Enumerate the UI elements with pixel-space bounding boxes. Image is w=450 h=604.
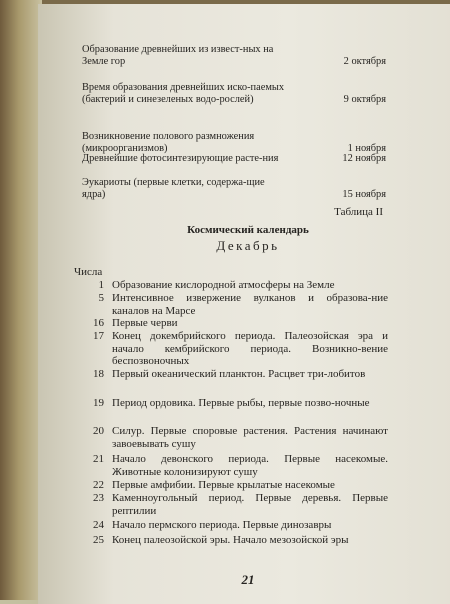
event-text: Первые амфибии. Первые крылатые насекомые — [112, 479, 335, 491]
event-text: Образование кислородной атмосферы на Земле — [112, 279, 335, 291]
event-text: Конец палеозойской эры. Начало мезозойской эры — [112, 534, 349, 546]
event-description: Возникновение полового размножения (микроорганизмов) — [82, 131, 255, 154]
list-item — [82, 153, 386, 165]
day-number: 25 — [93, 534, 104, 546]
day-number: 17 — [93, 330, 104, 342]
event-text: Начало девонского периода. Первые насекомые. Животные колонизируют сушу — [112, 453, 388, 478]
day-number: 16 — [93, 317, 104, 329]
day-number: 20 — [93, 425, 104, 437]
day-number: 18 — [93, 368, 104, 380]
day-number: 19 — [93, 397, 104, 409]
event-date: 2 октября — [343, 55, 386, 67]
event-date: 15 ноября — [342, 188, 386, 200]
event-text: Период ордовика. Первые рыбы, первые позво-ночные — [112, 397, 370, 409]
column-header-days: Числа — [74, 266, 103, 278]
list-item — [82, 44, 386, 68]
day-number: 1 — [98, 279, 104, 291]
event-text: Первые черви — [112, 317, 178, 329]
event-date: 9 октября — [343, 93, 386, 105]
event-description: Время образования древнейших иско-паемых (бактерий и синезеленых водо-рослей) — [82, 82, 285, 105]
page-number: 21 — [241, 572, 255, 587]
table-label: Таблица II — [334, 206, 383, 218]
day-number: 21 — [93, 453, 104, 465]
day-number: 22 — [93, 479, 104, 491]
event-text: Конец докембрийского периода. Палеозойская эра и начало кембрийского периода. Возникно-вение беспозвоночных — [112, 330, 388, 367]
list-item — [82, 131, 386, 155]
event-text: Первый океанический планктон. Расцвет три-лобитов — [112, 368, 366, 380]
event-text: Силур. Первые споровые растения. Растения начинают завоевывать сушу — [112, 425, 388, 450]
book-page — [38, 4, 450, 604]
list-item — [82, 82, 386, 106]
event-description: Образование древнейших из извест-ных на Земле гор — [82, 44, 274, 67]
list-item — [82, 177, 386, 201]
event-date: 1 ноября — [347, 142, 386, 154]
month-heading: Декабрь — [216, 238, 280, 253]
event-text: Интенсивное извержение вулканов и образова-ние каналов на Марсе — [112, 292, 388, 317]
day-number: 5 — [98, 292, 104, 304]
day-number: 24 — [93, 519, 104, 531]
day-number: 23 — [93, 492, 104, 504]
event-description: Эукариоты (первые клетки, содержа-щие ядра) — [82, 177, 265, 200]
event-text: Начало пермского периода. Первые динозавры — [112, 519, 332, 531]
event-description: Древнейшие фотосинтезирующие расте-ния — [82, 153, 279, 164]
event-date: 12 ноября — [342, 153, 386, 164]
calendar-title: Космический календарь — [187, 224, 309, 236]
event-text: Каменноугольный период. Первые деревья. Первые рептилии — [112, 492, 388, 517]
book-spine — [0, 0, 42, 600]
